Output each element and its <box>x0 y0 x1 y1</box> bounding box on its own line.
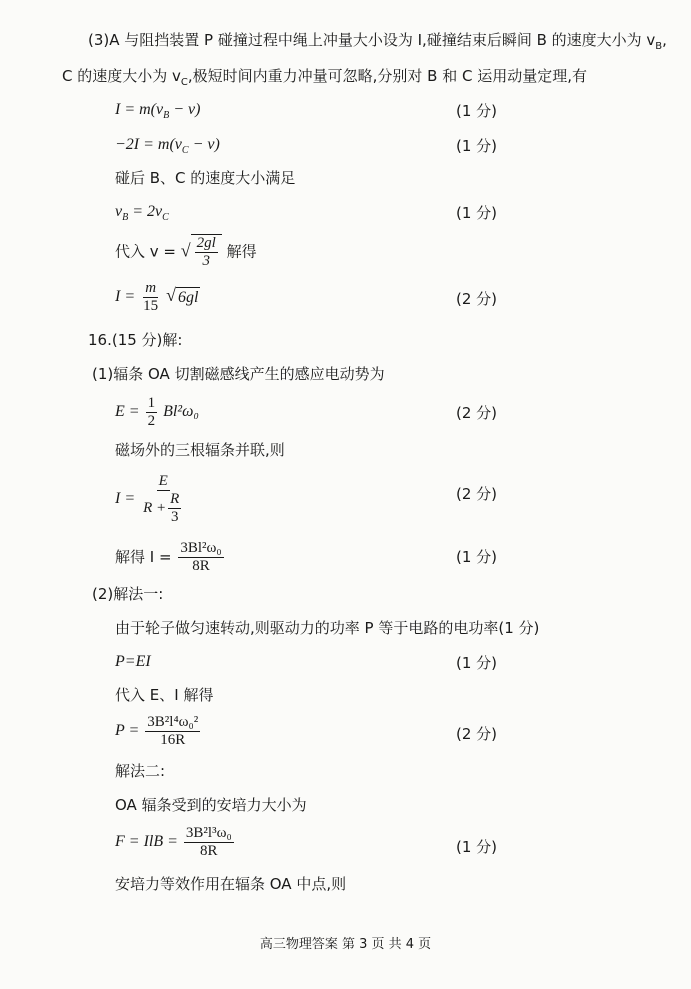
after-collision-text: 碰后 B、C 的速度大小满足 <box>115 169 296 187</box>
page-footer: 高三物理答案 第 3 页 共 4 页 <box>259 937 432 952</box>
score-current: (2 分) <box>456 485 498 503</box>
part3-intro-line2 <box>62 66 587 93</box>
score-eq2: (1 分) <box>456 137 498 155</box>
parallel-text: 磁场外的三根辐条并联,则 <box>115 441 285 459</box>
score-eq4: (2 分) <box>456 290 498 308</box>
part3-intro1-end: , <box>662 31 667 49</box>
q16-header: 16.(15 分)解: <box>88 331 183 349</box>
method2-header: 解法二: <box>115 762 166 780</box>
part3-intro1-sub: B <box>655 41 663 52</box>
midpoint-text: 安培力等效作用在辐条 OA 中点,则 <box>115 875 347 893</box>
part3-intro-line1 <box>88 30 667 57</box>
substitute-v-line: 代入 v = √ $\frac{2gl}{3}$ 解得 <box>115 235 257 269</box>
equation-ampere-force: F = IlB = $\frac{\text{3B²l³ω₀}}{8R}$ <box>115 825 232 859</box>
part3-intro2: C 的速度大小为 v <box>62 67 181 85</box>
score-power-result: (2 分) <box>456 725 498 743</box>
part3-intro2-end: ,极短时间内重力冲量可忽略,分别对 B 和 C 运用动量定理,有 <box>187 67 588 85</box>
solve-current-line: 解得 I = $\frac{\text{3Bl²ω₀}}{8R}$ <box>115 540 222 574</box>
part3-intro2-sub: C <box>180 77 188 88</box>
equation-speed-relation: $v_B = 2v_C$ <box>115 203 169 224</box>
equation-power-ei: P=EI <box>115 653 151 670</box>
score-solve-current: (1 分) <box>456 548 498 566</box>
ampere-force-text: OA 辐条受到的安培力大小为 <box>115 796 307 814</box>
score-eq3: (1 分) <box>456 204 498 222</box>
equation-impulse-result: I = $\frac{m}{15}$ √ 6gl <box>115 280 199 314</box>
score-eq1: (1 分) <box>456 102 498 120</box>
score-ampere-force: (1 分) <box>456 838 498 856</box>
equation-emf: E = $\frac{1}{2}$ Bl²ω₀ <box>115 395 199 429</box>
equation-impulse-c: $-2I = m(v_C - v)$ <box>115 136 220 157</box>
method1-text: 由于轮子做匀速转动,则驱动力的功率 P 等于电路的电功率(1 分) <box>115 619 540 637</box>
equation-impulse-b: $I = m(v_B - v)$ <box>115 101 201 122</box>
equation-power-result: P = $\frac{\text{3B²l⁴ω₀²}}{16R}$ <box>115 714 199 748</box>
substitute-e-i-text: 代入 E、I 解得 <box>115 686 214 704</box>
q16-part1-intro: (1)辐条 OA 切割磁感线产生的感应电动势为 <box>92 365 385 383</box>
q16-part2-header: (2)解法一: <box>92 585 164 603</box>
part3-intro1: (3)A 与阻挡装置 P 碰撞过程中绳上冲量大小设为 I,碰撞结束后瞬间 B 的速度大小为 v <box>88 31 656 49</box>
equation-current: I = E R + $\frac{R}{3}$ <box>115 473 180 525</box>
score-power-ei: (1 分) <box>456 654 498 672</box>
score-emf: (2 分) <box>456 404 498 422</box>
